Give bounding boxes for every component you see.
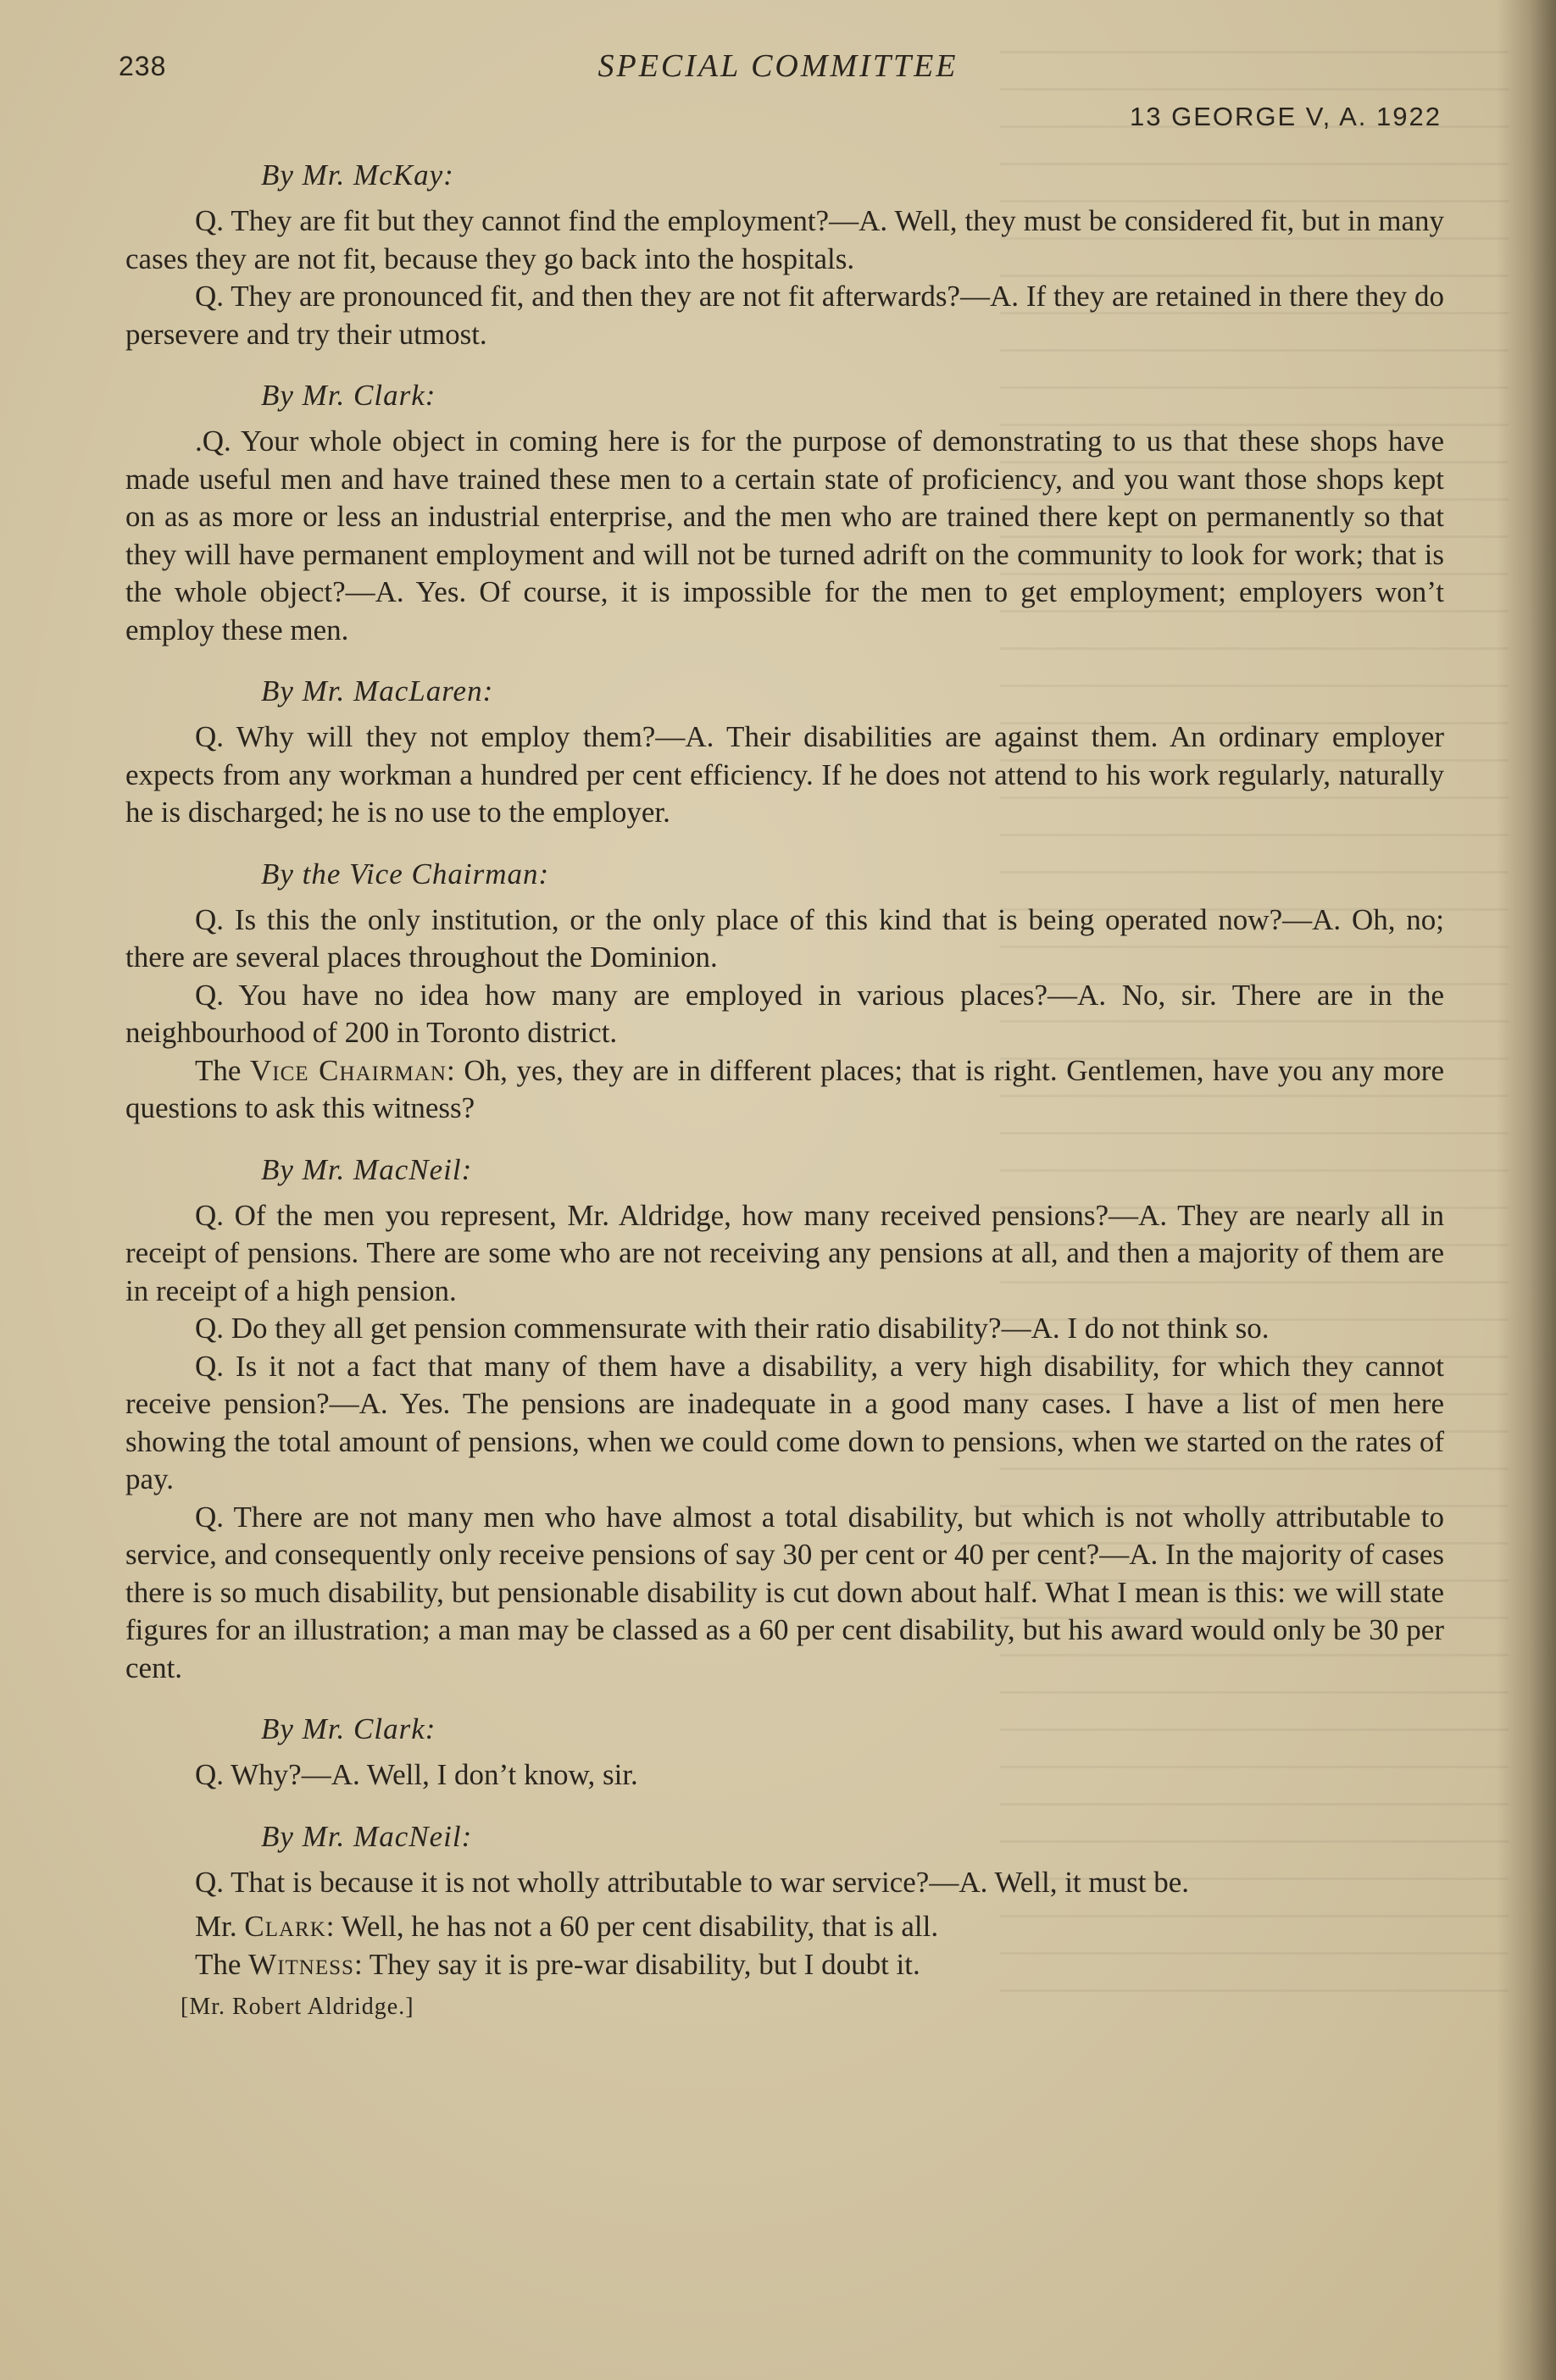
- statement-paragraph: [125, 1052, 1444, 1128]
- paragraph: Q. You have no idea how many are employed in various places?—A. No, sir. There are in the neighbourhood of 200 in Toronto district.: [125, 978, 1444, 1049]
- statement-prefix: Mr.: [195, 1910, 245, 1943]
- statement-paragraph: [125, 1946, 1444, 1984]
- statement-paragraph: [125, 1908, 1444, 1946]
- session-reference: 13 GEORGE V, A. 1922: [1130, 102, 1442, 131]
- speaker-heading: By Mr. MacNeil:: [261, 1819, 473, 1853]
- section-maclaren: [125, 673, 1444, 832]
- paragraph: Q. Is it not a fact that many of them have a disability, a very high disability, for which they cannot receive pension?—A. Yes. The pensions are inadequate in a good many cases. I have a list of men here showing the total amount of pensions, when we could come down to pensions, when we started on the rates of pay.: [125, 1349, 1444, 1495]
- section-mckay: [125, 157, 1444, 353]
- section-macneil: [125, 1151, 1444, 1688]
- speaker-heading: By Mr. Clark:: [261, 1712, 436, 1745]
- paragraph: Q. There are not many men who have almost a total disability, but which is not wholly attributable to service, and consequently only receive pensions of say 30 per cent or 40 per cent?—A. In the majority of cases there is so much disability, but pensionable disability is cut down about half. What I mean is this: we will state figures for an illustration; a man may be classed as a 60 per cent disability, but his award would only be 30 per cent.: [125, 1500, 1444, 1684]
- paragraph: Q. They are fit but they cannot find the employment?—A. Well, they must be considered fit, but in many cases they are not fit, because they go back into the hospitals.: [125, 204, 1444, 275]
- section-clark: [125, 377, 1444, 649]
- page-number: 238: [119, 51, 167, 81]
- page-header: [0, 47, 1556, 90]
- statement-speaker-name: Clark: [244, 1910, 326, 1943]
- section-vice-chairman: [125, 856, 1444, 1128]
- witness-footnote: [Mr. Robert Aldridge.]: [181, 1994, 414, 2020]
- statement-speaker-name: Vice Chairman: [250, 1053, 447, 1087]
- statement-text: : Oh, yes, they are in different places; that is right. Gentlemen, have you any more questions to ask this witness?: [125, 1053, 1444, 1124]
- statement-prefix: The: [195, 1053, 251, 1087]
- paragraph: Q. Do they all get pension commensurate with their ratio disability?—A. I do not think so.: [195, 1312, 1270, 1345]
- speaker-heading: By Mr. MacLaren:: [261, 674, 494, 707]
- paragraph: .Q. Your whole object in coming here is for the purpose of demonstrating to us that these shops have made useful men and have trained these men to a certain state of proficiency, and you want those shops kept on as as more or less an industrial enterprise, and the men who are trained there kept on permanently so that they will have permanent employment and will not be turned adrift on the community to look for work; that is the whole object?—A. Yes. Of course, it is impossible for the men to get employment; employers won’t employ these men.: [125, 424, 1444, 646]
- running-title: SPECIAL COMMITTEE: [597, 48, 959, 84]
- statement-text: : They say it is pre-war disability, but I doubt it.: [353, 1947, 920, 1981]
- speaker-heading: By Mr. McKay:: [261, 158, 454, 191]
- paragraph: Q. Why will they not employ them?—A. Their disabilities are against them. An ordinary employer expects from any workman a hundred per cent efficiency. If he does not attend to his work regularly, naturally he is discharged; he is no use to the employer.: [125, 720, 1444, 829]
- paragraph: Q. Is this the only institution, or the only place of this kind that is being operated now?—A. Oh, no; there are several places throughout the Dominion.: [125, 902, 1444, 974]
- statement-text: : Well, he has not a 60 per cent disability, that is all.: [325, 1910, 939, 1943]
- speaker-heading: By Mr. MacNeil:: [261, 1152, 473, 1186]
- paragraph: Q. Of the men you represent, Mr. Aldridge, how many received pensions?—A. They are nearly all in receipt of pensions. There are some who are not receiving any pensions at all, and then a majority of them are in receipt of a high pension.: [125, 1198, 1444, 1307]
- statement-prefix: The: [195, 1947, 249, 1981]
- speaker-heading: By Mr. Clark:: [261, 379, 436, 412]
- transcript-body: [125, 157, 1444, 2027]
- speaker-heading: By the Vice Chairman:: [261, 857, 550, 890]
- statement-speaker-name: Witness: [248, 1947, 354, 1981]
- paragraph: Q. That is because it is not wholly attributable to war service?—A. Well, it must be.: [195, 1865, 1189, 1899]
- section-clark-2: [125, 1711, 1444, 1795]
- paragraph: Q. Why?—A. Well, I don’t know, sir.: [195, 1758, 638, 1791]
- paragraph: Q. They are pronounced fit, and then they are not fit afterwards?—A. If they are retained in there they do persevere and try their utmost.: [125, 280, 1444, 351]
- section-macneil-2: [125, 1818, 1444, 1902]
- binding-edge-shadow: [1497, 0, 1556, 2380]
